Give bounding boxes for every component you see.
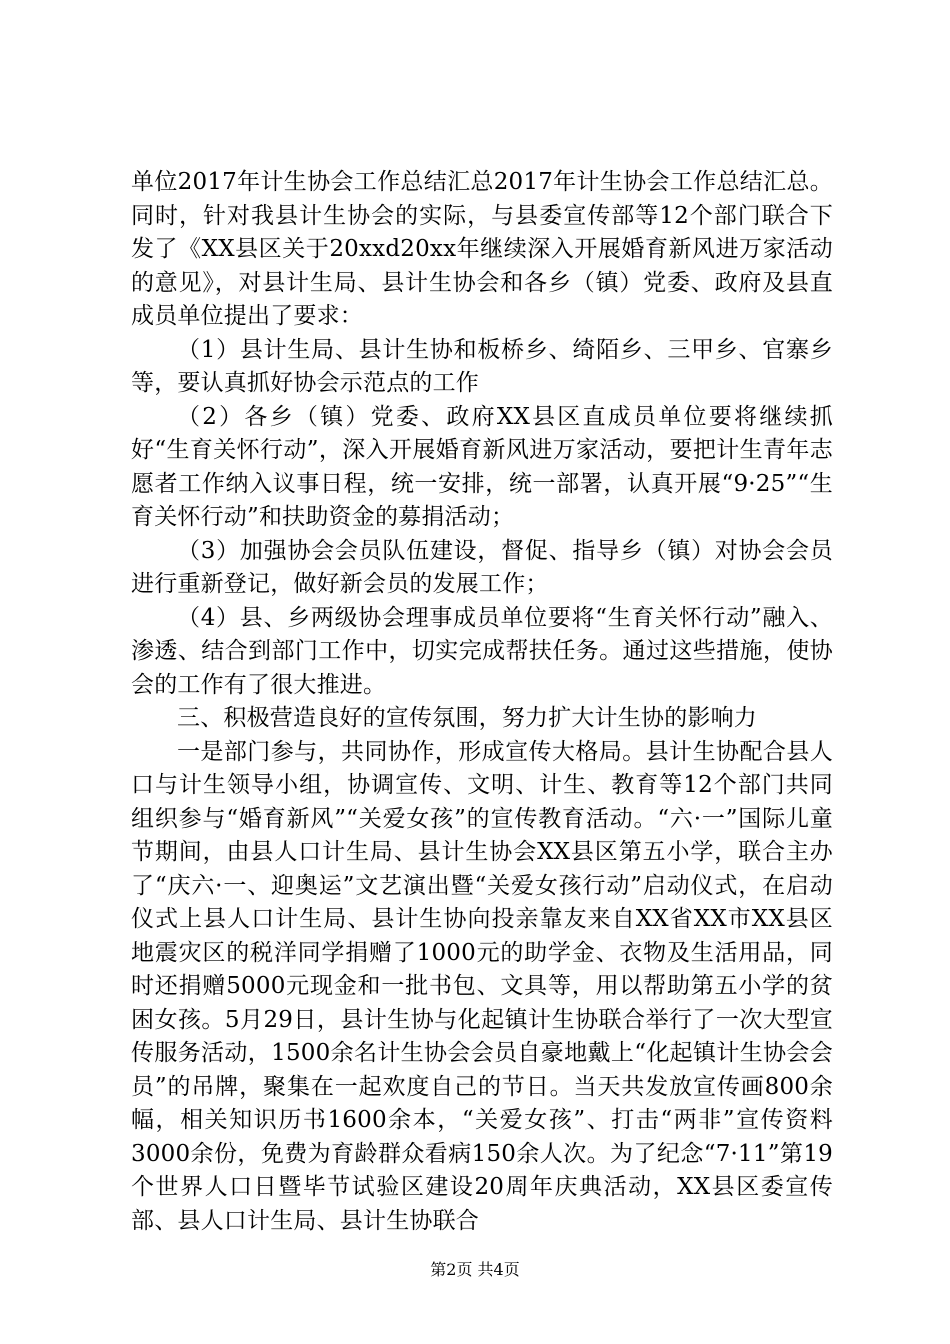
document-body xyxy=(131,166,833,1238)
paragraph-item-4: （4）县、乡两级协会理事成员单位要将“生育关怀行动”融入、渗透、结合到部门工作中，切实完成帮扶任务。通过这些措施，使协会的工作有了很大推进。 xyxy=(131,604,833,698)
paragraph-intro: 单位2017年计生协会工作总结汇总2017年计生协会工作总结汇总。同时，针对我县计生协会的实际，与县委宣传部等12个部门联合下发了《XX县区关于20xxd20xx年继续深入开展婚育新风进万家活动的意见》，对县计生局、县计生协会和各乡（镇）党委、政府及县直成员单位提出了要求： xyxy=(131,169,833,329)
page-number-footer: 第2页 共4页 xyxy=(430,1260,520,1279)
section-heading: 三、积极营造良好的宣传氛围，努力扩大计生协的影响力 xyxy=(177,705,757,731)
paragraph-publicity: 一是部门参与，共同协作，形成宣传大格局。县计生协配合县人口与计生领导小组，协调宣传、文明、计生、教育等12个部门共同组织参与“婚育新风”“关爱女孩”的宣传教育活动。“六·一”国际儿童节期间，由县人口计生局、县计生协会XX县区第五小学，联合主办了“庆六·一、迎奥运”文艺演出暨“关爱女孩行动”启动仪式，在启动仪式上县人口计生局、县计生协向投亲靠友来自XX省XX市XX县区地震灾区的税洋同学捐赠了1000元的助学金、衣物及生活用品，同时还捐赠5000元现金和一批书包、文具等，用以帮助第五小学的贫困女孩。5月29日，县计生协与化起镇计生协联合举行了一次大型宣传服务活动，1500余名计生协会会员自豪地戴上“化起镇计生协会会员”的吊牌，聚集在一起欢度自己的节日。当天共发放宣传画800余幅，相关知识历书1600余本，“关爱女孩”、打击“两非”宣传资料3000余份，免费为育龄群众看病150余人次。为了纪念“7·11”第19个世界人口日暨毕节试验区建设20周年庆典活动，XX县区委宣传部、县人口计生局、县计生协联合 xyxy=(131,738,833,1234)
paragraph-item-1: （1）县计生局、县计生协和板桥乡、绮陌乡、三甲乡、官寨乡等，要认真抓好协会示范点的工作 xyxy=(131,336,833,396)
paragraph-item-2: （2）各乡（镇）党委、政府XX县区直成员单位要将继续抓好“生育关怀行动”，深入开展婚育新风进万家活动，要把计生青年志愿者工作纳入议事日程，统一安排，统一部署，认真开展“9·25”“生育关怀行动”和扶助资金的募捐活动； xyxy=(131,403,833,530)
paragraph-item-3: （3）加强协会会员队伍建设，督促、指导乡（镇）对协会会员进行重新登记，做好新会员的发展工作； xyxy=(131,537,833,597)
